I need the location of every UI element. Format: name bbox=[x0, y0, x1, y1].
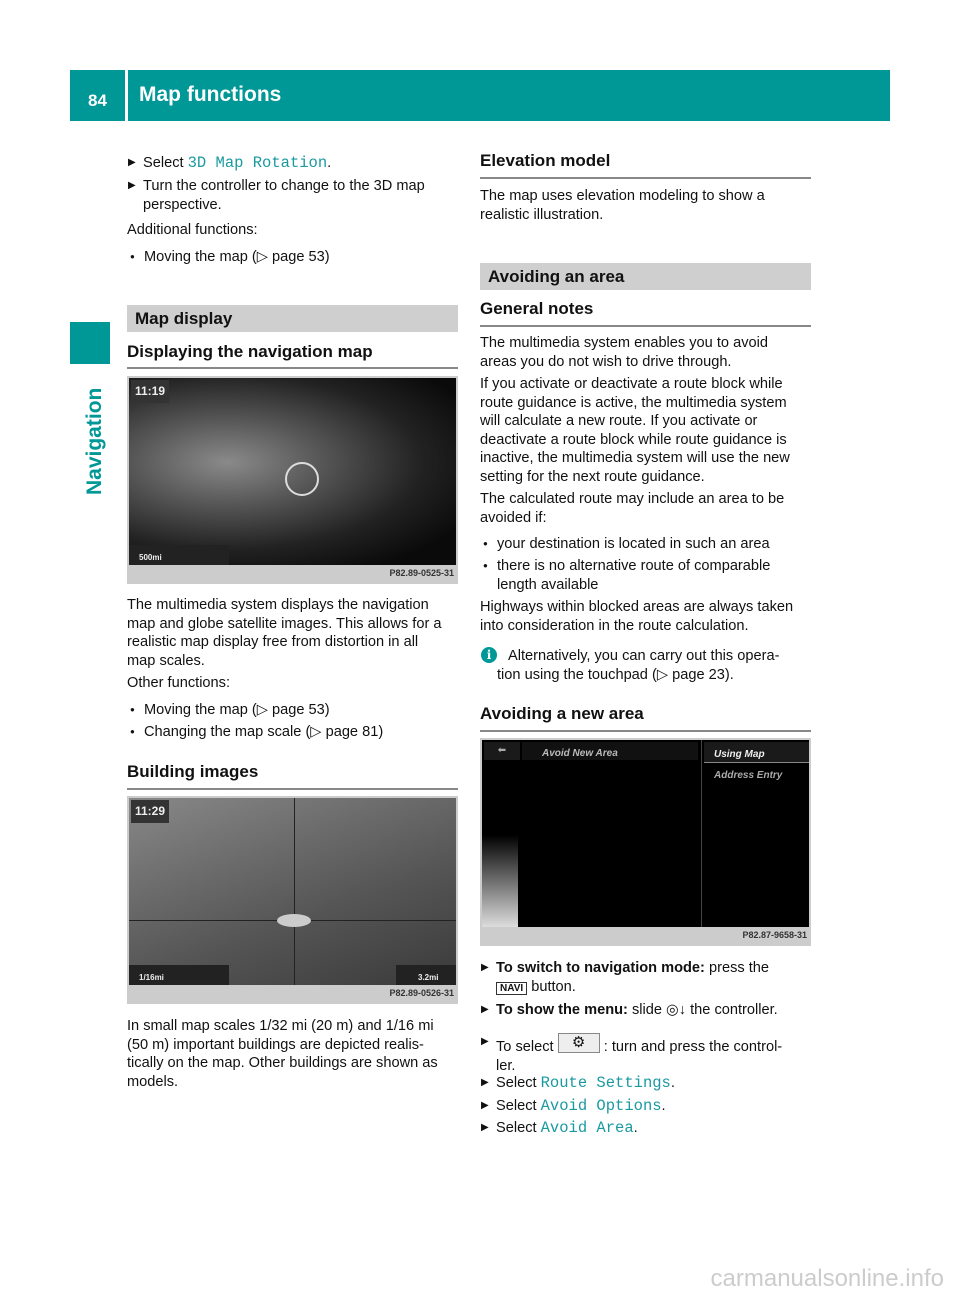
menu-item-address-entry[interactable]: Address Entry bbox=[714, 770, 783, 781]
figure-building-images bbox=[127, 796, 458, 1004]
general-p3: The calculated route may include an area to be avoided if: bbox=[480, 491, 785, 526]
info-icon: i bbox=[481, 647, 497, 663]
general-p4: Highways within blocked areas are always taken into consideration in the route calculation. bbox=[480, 599, 794, 634]
step-turn-controller: ▶ Turn the controller to change to the 3D map perspective. bbox=[127, 177, 425, 214]
back-icon[interactable]: ⬅ bbox=[484, 742, 520, 760]
step-select-settings: ▶ To select ⚙ : turn and press the control- ler. bbox=[480, 1033, 782, 1075]
3d-buildings-screen bbox=[129, 798, 456, 985]
menu-title-bar bbox=[522, 742, 698, 760]
section-avoiding-area: Avoiding an area bbox=[480, 263, 811, 290]
additional-label: Additional functions: bbox=[127, 222, 258, 238]
info-text: Alternatively, you can carry out this opera- tion using the touchpad (▷ page 23). bbox=[497, 648, 780, 683]
side-slider bbox=[482, 835, 518, 927]
avoid-area-screen bbox=[482, 740, 809, 927]
figure-navigation-map bbox=[127, 376, 458, 584]
menu-item-using-map[interactable]: Using Map bbox=[704, 742, 809, 763]
code-3d-map-rotation: 3D Map Rotation bbox=[187, 154, 328, 172]
step-navi: ▶ To switch to navigation mode: press the NAVI button. bbox=[480, 959, 769, 998]
globe-map-screen bbox=[129, 378, 456, 565]
figure-ref: P82.89-0526-31 bbox=[389, 987, 454, 998]
settings-gear-icon: ⚙ bbox=[558, 1033, 600, 1053]
general-p2: If you activate or deactivate a route block while route guidance is active, the multimedia system will calculate a new route. If you activate or deactivate a route block while route guidance is inactive, the multimedia system will use the new setting for the next route guidance. bbox=[480, 376, 790, 485]
header-bar bbox=[128, 70, 890, 121]
page-title: Map functions bbox=[139, 83, 282, 106]
general-p1: The multimedia system enables you to avoid areas you do not wish to drive through. bbox=[480, 335, 768, 370]
watermark: carmanualsonline.info bbox=[710, 1265, 944, 1292]
map-scale: 1/16mi bbox=[139, 973, 164, 982]
crosshair-vertical bbox=[294, 798, 295, 985]
page-number-box bbox=[70, 70, 125, 121]
heading-general-notes: General notes bbox=[480, 300, 811, 327]
heading-displaying-map: Displaying the navigation map bbox=[127, 343, 458, 369]
controller-slide-down-icon: ◎↓ bbox=[666, 1002, 687, 1018]
side-tab-marker bbox=[70, 322, 110, 364]
clock: 11:29 bbox=[131, 800, 169, 823]
map-toolbar bbox=[129, 545, 229, 565]
step-select-route-settings: ▶ Select Route Settings. bbox=[480, 1074, 675, 1093]
section-map-display: Map display bbox=[127, 305, 458, 332]
step-select-3d: ▶ Select 3D Map Rotation. bbox=[127, 154, 331, 173]
figure-ref: P82.89-0525-31 bbox=[389, 567, 454, 578]
list-item: ● there is no alternative route of comparable length available bbox=[480, 557, 770, 594]
building-description: In small map scales 1/32 mi (20 m) and 1/16 mi (50 m) important buildings are depicted realis- tically on the map. Other buildings are shown as models. bbox=[127, 1018, 438, 1090]
side-tab-label: Navigation bbox=[83, 387, 106, 495]
vehicle-position-icon bbox=[277, 914, 311, 927]
other-functions-label: Other functions: bbox=[127, 675, 231, 691]
list-item: ● Changing the map scale (▷ page 81) bbox=[127, 723, 383, 742]
page-number: 84 bbox=[88, 91, 107, 110]
list-item: ● your destination is located in such an area bbox=[480, 535, 770, 554]
distance-panel bbox=[396, 965, 456, 985]
list-item: ● Moving the map (▷ page 53) bbox=[127, 701, 330, 720]
map-toolbar bbox=[129, 965, 229, 985]
figure-avoid-new-area bbox=[480, 738, 811, 946]
step-select-avoid-options: ▶ Select Avoid Options. bbox=[480, 1097, 666, 1116]
step-select-avoid-area: ▶ Select Avoid Area. bbox=[480, 1119, 638, 1138]
step-show-menu: ▶ To show the menu: slide ◎↓ the controller. bbox=[480, 1001, 778, 1020]
figure-ref: P82.87-9658-31 bbox=[742, 929, 807, 940]
heading-elevation-model: Elevation model bbox=[480, 152, 811, 179]
map-description: The multimedia system displays the navigation map and globe satellite images. This allows for a realistic map display free from distortion in all map scales. bbox=[127, 597, 442, 669]
divider bbox=[701, 740, 702, 927]
navi-key: NAVI bbox=[496, 982, 527, 995]
map-scale: 500mi bbox=[139, 553, 162, 562]
clock: 11:19 bbox=[131, 380, 169, 403]
heading-avoiding-new-area: Avoiding a new area bbox=[480, 705, 811, 732]
menu-title: Avoid New Area bbox=[542, 748, 618, 759]
list-item: ● Moving the map (▷ page 53) bbox=[127, 248, 330, 267]
position-marker-icon bbox=[285, 462, 319, 496]
elevation-text: The map uses elevation modeling to show a realistic illustration. bbox=[480, 188, 765, 223]
distance-value: 3.2mi bbox=[418, 973, 439, 982]
heading-building-images: Building images bbox=[127, 763, 458, 790]
